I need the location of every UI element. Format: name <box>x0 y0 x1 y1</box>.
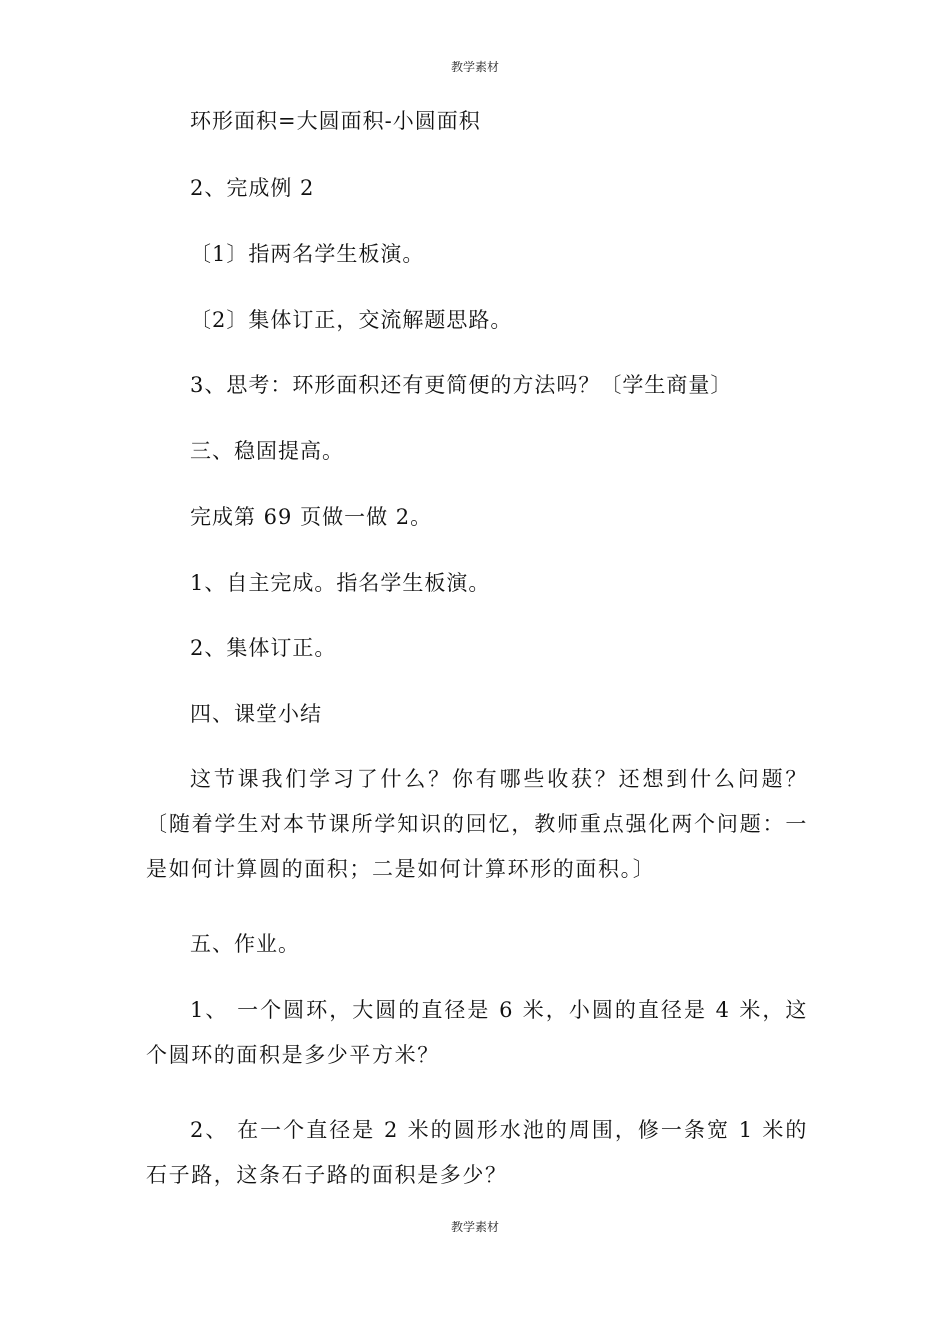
homework-item: 2、 在一个直径是 2 米的圆形水池的周围，修一条宽 1 米的石子路，这条石子路的面积是多少？ <box>146 1118 808 1187</box>
section-heading: 五、作业。 <box>190 932 300 956</box>
page-footer: 教学素材 <box>450 1220 499 1234</box>
text-line: 〔2〕集体订正，交流解题思路。 <box>190 308 513 332</box>
section-heading: 三、稳固提高。 <box>190 439 344 463</box>
page-header: 教学素材 <box>450 60 499 74</box>
text-line: 2、集体订正。 <box>190 636 337 660</box>
text-line: 1、自主完成。指名学生板演。 <box>190 571 491 595</box>
summary-paragraph: 这节课我们学习了什么？你有哪些收获？还想到什么问题？〔随着学生对本节课所学知识的回忆，教师重点强化两个问题：一是如何计算圆的面积；二是如何计算环形的面积。〕 <box>146 767 808 881</box>
text-line: 2、完成例 2 <box>190 176 315 200</box>
text-line: 〔1〕指两名学生板演。 <box>190 242 425 266</box>
text-line: 完成第 69 页做一做 2。 <box>190 505 433 529</box>
text-line: 3、思考：环形面积还有更简便的方法吗？〔学生商量〕 <box>190 373 733 397</box>
homework-item: 1、 一个圆环，大圆的直径是 6 米，小圆的直径是 4 米，这个圆环的面积是多少平方米？ <box>146 998 808 1067</box>
text-line: 环形面积=大圆面积-小圆面积 <box>190 109 481 133</box>
section-heading: 四、课堂小结 <box>190 702 322 726</box>
